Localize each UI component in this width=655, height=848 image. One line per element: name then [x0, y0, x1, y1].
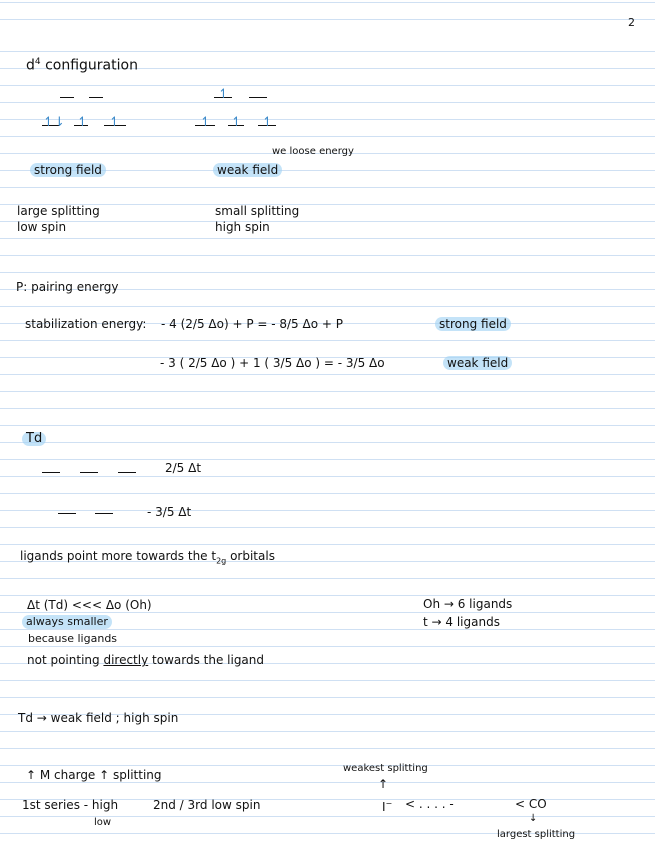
because-ligands: because ligands	[28, 632, 118, 645]
largest-splitting-label: largest splitting	[497, 829, 576, 840]
orbitals-word: orbitals	[226, 549, 275, 563]
td-summary: Td → weak field ; high spin	[18, 711, 179, 725]
td-ligand-count: t → 4 ligands	[423, 615, 500, 629]
e-level-1	[58, 513, 76, 514]
large-splitting: large splitting	[17, 204, 100, 218]
charge-splitting-trend: ↑ M charge ↑ splitting	[26, 768, 162, 782]
e-level-2	[95, 513, 113, 514]
stabilization-equation-2: - 3 ( 2/5 Δo ) + 1 ( 3/5 Δo ) = - 3/5 Δo	[160, 356, 385, 370]
ligands-point-text: ligands point more towards the	[20, 549, 212, 563]
small-splitting: small splitting	[215, 204, 300, 218]
t2-level-1	[42, 472, 60, 473]
iodide-ligand	[382, 797, 392, 814]
pairing-energy-label: P: pairing energy	[16, 280, 119, 294]
delta-comparison: Δt (Td) <<< Δo (Oh)	[27, 598, 152, 612]
first-series-line: 1st series - high	[22, 798, 119, 812]
page-number: 2	[628, 16, 635, 29]
lower-energy-label: - 3/5 Δt	[147, 505, 192, 519]
largest-down-arrow: ↓	[529, 813, 538, 824]
eg-level-strong-1	[60, 97, 74, 98]
co-ligand: < CO	[515, 797, 547, 811]
stabilization-equation-1: - 4 (2/5 Δo) + P = - 8/5 Δo + P	[161, 317, 343, 331]
electron-arrow: ↿	[218, 87, 229, 102]
paired-electron-arrow: ↿⇂	[43, 115, 65, 130]
low-spin: low spin	[17, 220, 67, 234]
electron-arrow: ↿	[77, 115, 88, 130]
electron-arrow: ↿	[200, 115, 211, 130]
d-superscript: 4	[34, 57, 41, 67]
second-third-series-line: 2nd / 3rd low spin	[153, 798, 261, 812]
ligands-point-line	[20, 549, 275, 568]
spectrochemical-series-dots: < . . . . -	[405, 797, 454, 811]
first-series-low: low	[94, 817, 112, 828]
d4-heading	[26, 55, 138, 73]
always-smaller-note: always smaller	[22, 615, 112, 629]
upper-energy-label: 2/5 Δt	[165, 461, 202, 475]
weak-field-label: weak field	[213, 163, 282, 177]
directly-underlined: directly	[103, 653, 149, 667]
weakest-splitting-label: weakest splitting	[343, 763, 428, 774]
strong-field-label: strong field	[30, 163, 106, 177]
iodide-charge: −	[385, 799, 393, 808]
iodide-letter: I	[382, 800, 386, 814]
not-pointing-text: not pointing	[27, 653, 104, 667]
stabilization-label: stabilization energy:	[25, 317, 147, 331]
weak-field-tag: weak field	[443, 356, 512, 370]
electron-arrow: ↿	[109, 115, 120, 130]
d-letter: d	[26, 57, 35, 74]
oh-ligand-count: Oh → 6 ligands	[423, 597, 513, 611]
t2-level-2	[80, 472, 98, 473]
electron-arrow: ↿	[231, 115, 242, 130]
t2-level-3	[118, 472, 136, 473]
t2g-letter: t	[211, 549, 217, 563]
strong-field-tag: strong field	[435, 317, 511, 331]
high-spin: high spin	[215, 220, 270, 234]
t2g-subscript: 2g	[216, 556, 227, 566]
electron-arrow: ↿	[262, 115, 273, 130]
towards-ligand-text: towards the ligand	[148, 653, 265, 667]
eg-level-strong-2	[89, 97, 103, 98]
weakest-up-arrow: ↑	[378, 777, 389, 791]
configuration-word: configuration	[40, 57, 138, 74]
not-pointing-line	[27, 653, 264, 667]
lose-energy-note: we loose energy	[272, 146, 354, 157]
td-heading: Td	[22, 432, 46, 446]
eg-level-weak-2	[249, 97, 267, 98]
